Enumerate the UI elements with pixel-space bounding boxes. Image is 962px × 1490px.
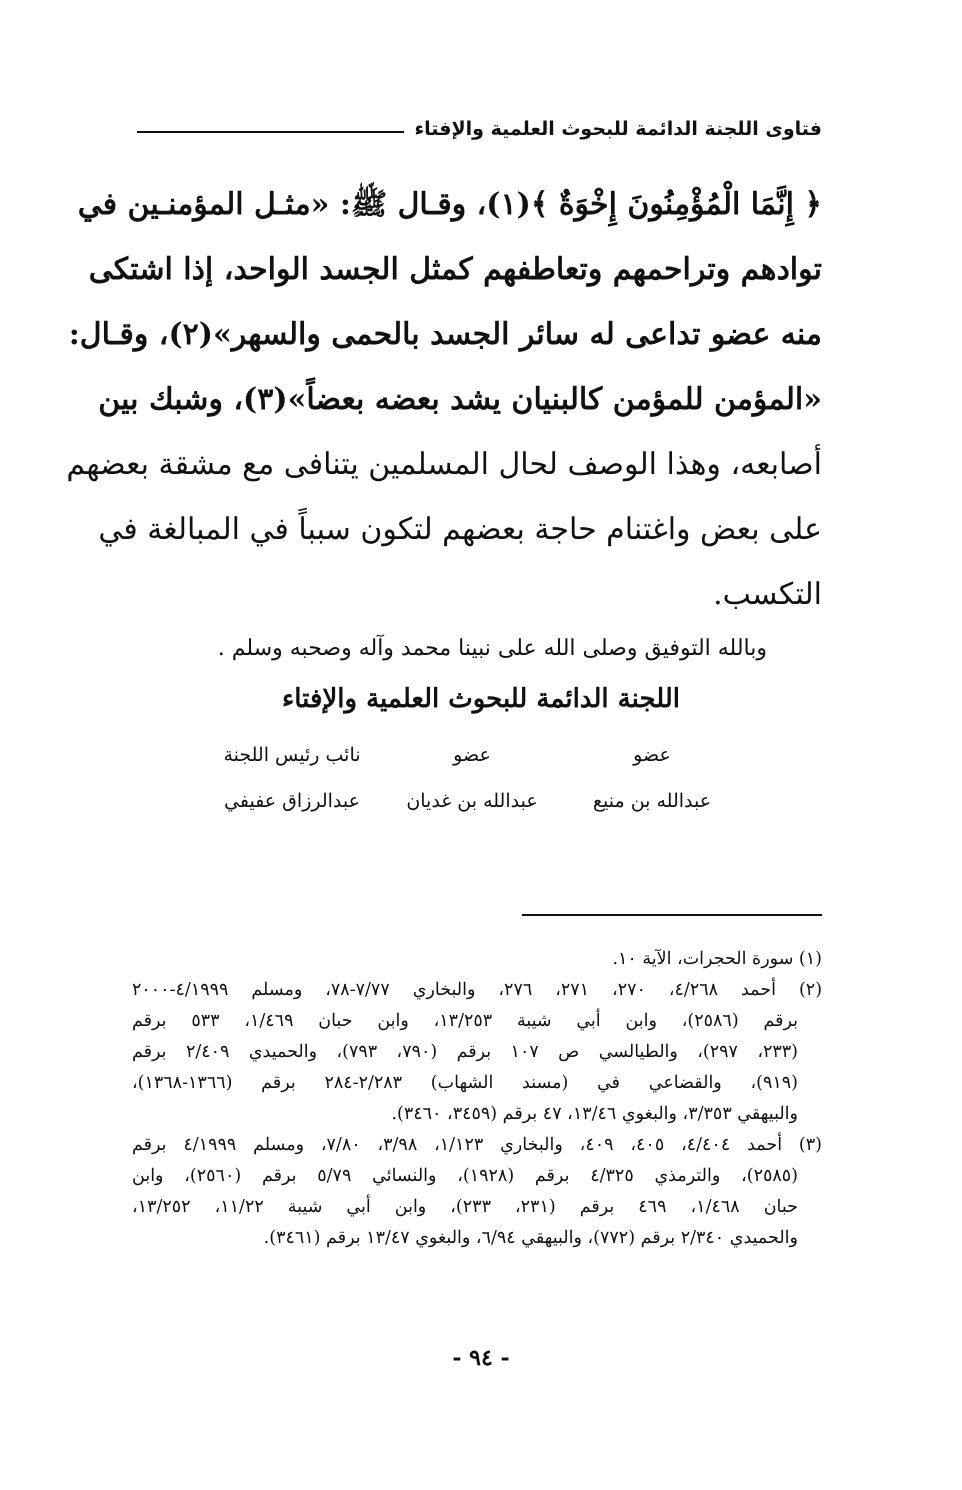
committee-title: اللجنة الدائمة للبحوث العلمية والإفتاء <box>282 684 680 714</box>
footnotes <box>132 944 822 1254</box>
body-line: أصابعه، وهذا الوصف لحال المسلمين يتنافى مع مشقة بعضهم <box>66 447 822 482</box>
footnote-line: والحميدي ٢/٣٤٠ برقم (٧٧٢)، والبيهقي ٦/٩٤، والبغوي ١٣/٤٧ برقم (٣٤٦١). <box>263 1228 798 1248</box>
footnote-line: (٢) أحمد ٤/٢٦٨، ٢٧٠، ٢٧١، ٢٧٦، والبخاري ٧/٧٧-٧٨، ومسلم ٤/١٩٩٩-٢٠٠٠ <box>132 980 823 1000</box>
body-line: منه عضو تداعى له سائر الجسد بالحمى والسهر»(٢)، وقـال: <box>68 317 822 352</box>
footnote-line: والبيهقي ٣/٣٥٣، والبغوي ١٣/٤٦، ٤٧ برقم (٣٤٥٩، ٣٤٦٠). <box>391 1104 798 1124</box>
signature-titles <box>202 744 742 766</box>
footnote-line: (٣) أحمد ٤/٤٠٤، ٤٠٥، ٤٠٩، والبخاري ١/١٢٣، ٣/٩٨، ٧/٨٠، ومسلم ٤/١٩٩٩ برقم <box>132 1135 822 1155</box>
footnote-line: برقم (٢٥٨٦)، وابن أبي شيبة ١٣/٢٥٣، وابن حبان ١/٤٦٩، ٥٣٣ برقم <box>132 1011 798 1031</box>
footnote-line: (١) سورة الحجرات، الآية ١٠. <box>612 949 822 969</box>
signature-title: عضو <box>453 744 491 766</box>
signature-name: عبدالرزاق عفيفي <box>224 790 360 812</box>
body-line: ﴿ إِنَّمَا الْمُؤْمِنُونَ إِخْوَةٌ ﴾(١)، وقـال ﷺ: «مثـل المؤمنـين في <box>77 187 822 222</box>
body-line: على بعض واغتنام حاجة بعضهم لتكون سبباً في المبالغة في <box>98 512 822 547</box>
footnote-1 <box>132 944 822 975</box>
footnote-separator <box>522 914 822 916</box>
body-line: توادهم وتراحمهم وتعاطفهم كمثل الجسد الواحد، إذا اشتكى <box>88 252 822 287</box>
body-paragraph <box>66 172 822 627</box>
footnote-3 <box>132 1130 822 1254</box>
footnote-line: (٢٥٨٥)، والترمذي ٤/٣٢٥ برقم (١٩٢٨)، والنسائي ٥/٧٩ برقم (٢٥٦٠)، وابن <box>132 1166 798 1186</box>
body-line: التكسب. <box>713 577 822 612</box>
signature-title: نائب رئيس اللجنة <box>223 744 361 766</box>
page-number: - ٩٤ - <box>452 1345 510 1371</box>
running-header <box>137 112 822 146</box>
footnote-line: حبان ١/٤٦٨، ٤٦٩ برقم (٢٣١، ٢٣٣)، وابن أبي شيبة ١١/٢٢، ١٣/٢٥٢، <box>132 1197 798 1217</box>
main-text <box>66 172 822 627</box>
footnote-2 <box>132 975 822 1130</box>
body-line: «المؤمن للمؤمن كالبنيان يشد بعضه بعضاً»(٣)، وشبك بين <box>98 382 822 417</box>
signature-names <box>202 790 742 812</box>
footnote-line: (٩١٩)، والقضاعي في (مسند الشهاب) ٢/٢٨٣-٢٨٤ برقم (١٣٦٦-١٣٦٨)، <box>132 1073 798 1093</box>
header-rule <box>137 131 404 133</box>
signature-name: عبدالله بن غديان <box>406 790 538 812</box>
signature-title: عضو <box>633 744 671 766</box>
footnote-line: (٢٣٣، ٢٩٧)، والطيالسي ص ١٠٧ برقم (٧٩٠، ٧٩٣)، والحميدي ٢/٤٠٩ برقم <box>132 1042 798 1062</box>
header-title: فتاوى اللجنة الدائمة للبحوث العلمية والإفتاء <box>414 118 822 140</box>
closing-formula: وبالله التوفيق وصلى الله على نبينا محمد وآله وصحبه وسلم . <box>217 636 767 661</box>
signature-name: عبدالله بن منيع <box>592 790 712 812</box>
